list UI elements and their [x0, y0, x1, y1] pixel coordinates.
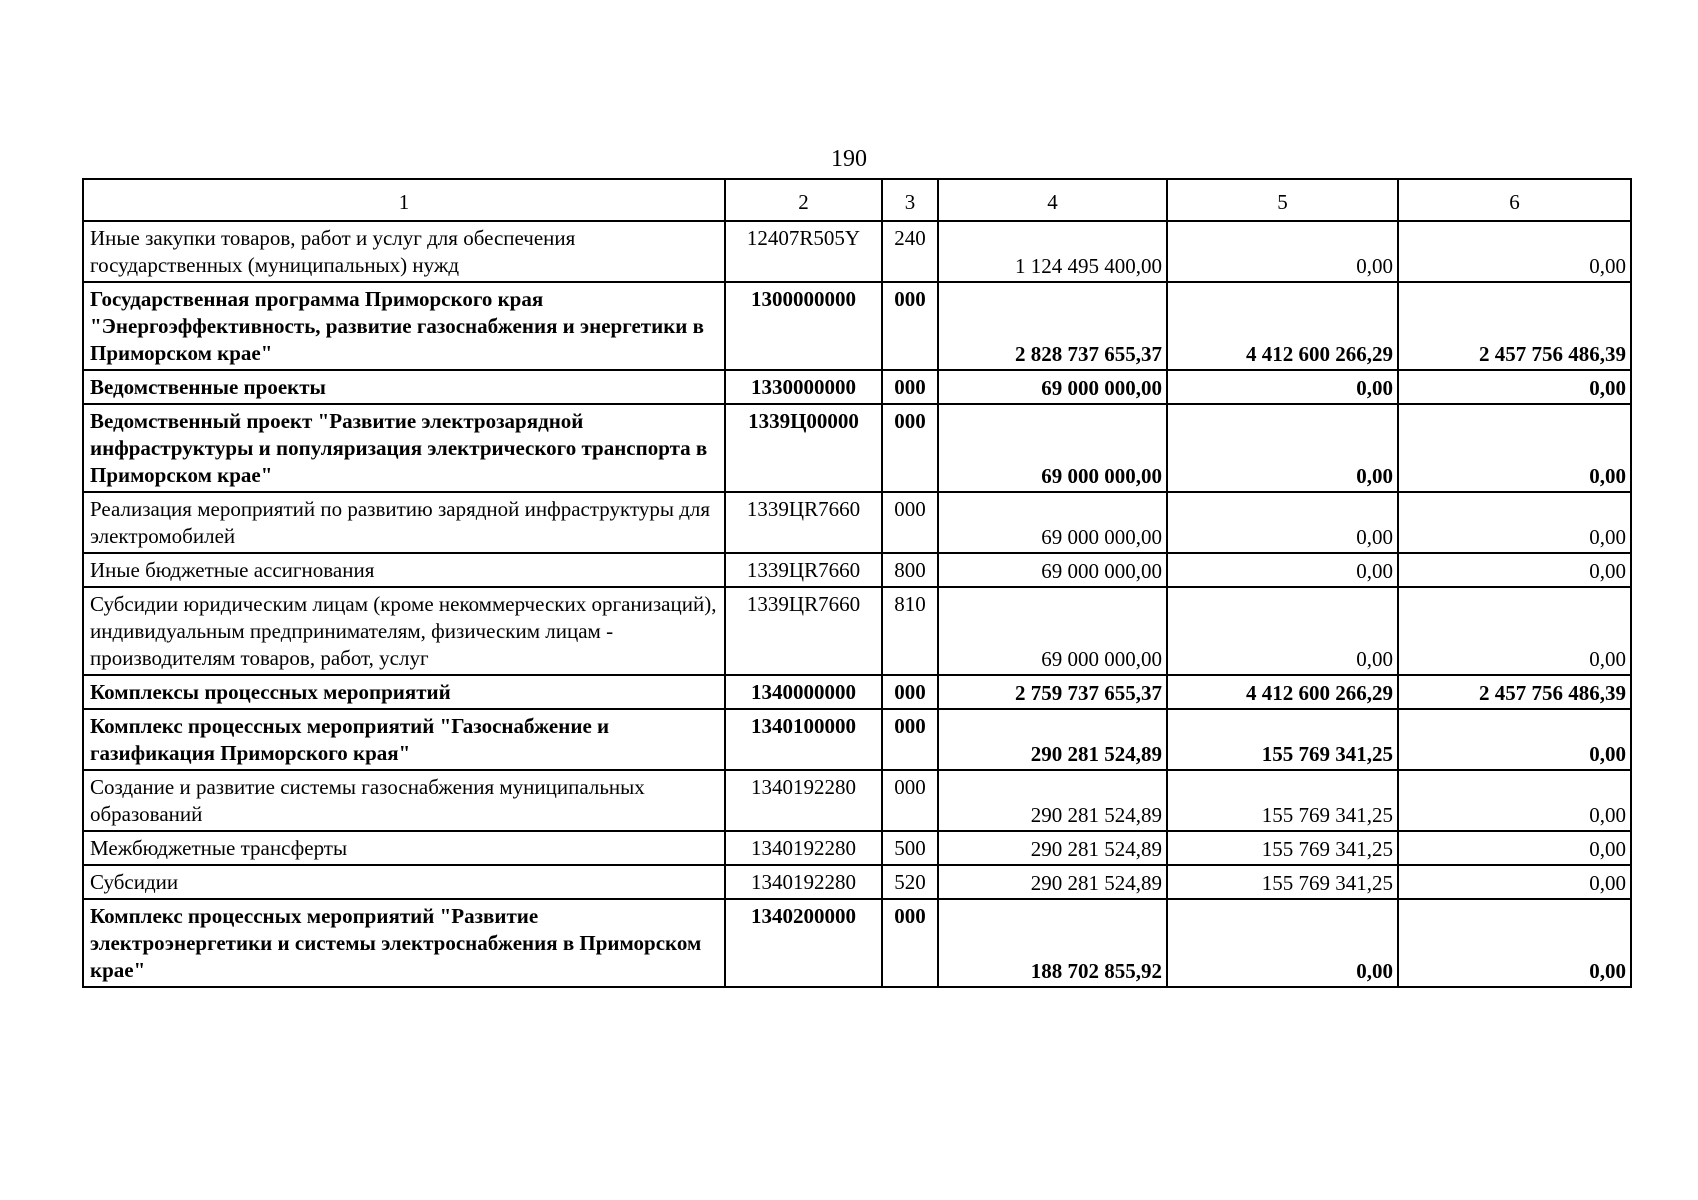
expense-type: 000 [882, 675, 938, 709]
amount-col-5: 4 412 600 266,29 [1167, 675, 1398, 709]
table-row [83, 492, 1631, 553]
column-header: 2 [725, 179, 882, 221]
amount-col-6: 0,00 [1398, 587, 1631, 675]
item-name: Государственная программа Приморского края "Энергоэффективность, развитие газоснабжения и энергетики в Приморском крае" [83, 282, 725, 370]
page-number: 190 [831, 146, 867, 172]
amount-col-4: 69 000 000,00 [938, 492, 1167, 553]
expense-type: 520 [882, 865, 938, 899]
expense-type: 800 [882, 553, 938, 587]
budget-table [82, 178, 1632, 988]
amount-col-4: 1 124 495 400,00 [938, 221, 1167, 282]
amount-col-5: 155 769 341,25 [1167, 770, 1398, 831]
target-code: 1340200000 [725, 899, 882, 987]
amount-col-5: 0,00 [1167, 492, 1398, 553]
expense-type: 000 [882, 404, 938, 492]
item-name: Комплекс процессных мероприятий "Газоснабжение и газификация Приморского края" [83, 709, 725, 770]
amount-col-5: 0,00 [1167, 221, 1398, 282]
expense-type: 810 [882, 587, 938, 675]
expense-type: 000 [882, 282, 938, 370]
expense-type: 240 [882, 221, 938, 282]
header-row [83, 179, 1631, 221]
target-code: 1340192280 [725, 770, 882, 831]
item-name: Субсидии юридическим лицам (кроме некоммерческих организаций), индивидуальным предпринимателям, физическим лицам - производителям товаров, работ, услуг [83, 587, 725, 675]
expense-type: 000 [882, 370, 938, 404]
amount-col-4: 69 000 000,00 [938, 553, 1167, 587]
target-code: 1340100000 [725, 709, 882, 770]
expense-type: 000 [882, 899, 938, 987]
amount-col-5: 4 412 600 266,29 [1167, 282, 1398, 370]
amount-col-4: 290 281 524,89 [938, 831, 1167, 865]
target-code: 1300000000 [725, 282, 882, 370]
amount-col-5: 0,00 [1167, 899, 1398, 987]
table-row [83, 831, 1631, 865]
table-row [83, 675, 1631, 709]
amount-col-4: 69 000 000,00 [938, 587, 1167, 675]
amount-col-5: 155 769 341,25 [1167, 865, 1398, 899]
column-header: 5 [1167, 179, 1398, 221]
amount-col-5: 155 769 341,25 [1167, 831, 1398, 865]
expense-type: 000 [882, 770, 938, 831]
amount-col-5: 0,00 [1167, 404, 1398, 492]
column-header: 6 [1398, 179, 1631, 221]
target-code: 1340192280 [725, 831, 882, 865]
table-row [83, 587, 1631, 675]
expense-type: 000 [882, 492, 938, 553]
expense-type: 500 [882, 831, 938, 865]
column-header: 4 [938, 179, 1167, 221]
target-code: 1339ЦR7660 [725, 553, 882, 587]
amount-col-5: 155 769 341,25 [1167, 709, 1398, 770]
target-code: 1339ЦR7660 [725, 492, 882, 553]
column-header: 1 [83, 179, 725, 221]
table-row [83, 282, 1631, 370]
table-row [83, 404, 1631, 492]
amount-col-6: 0,00 [1398, 831, 1631, 865]
amount-col-4: 290 281 524,89 [938, 865, 1167, 899]
amount-col-5: 0,00 [1167, 587, 1398, 675]
table-row [83, 370, 1631, 404]
amount-col-4: 2 759 737 655,37 [938, 675, 1167, 709]
amount-col-6: 0,00 [1398, 221, 1631, 282]
amount-col-6: 0,00 [1398, 865, 1631, 899]
item-name: Реализация мероприятий по развитию зарядной инфраструктуры для электромобилей [83, 492, 725, 553]
item-name: Ведомственный проект "Развитие электрозарядной инфраструктуры и популяризация электрического транспорта в Приморском крае" [83, 404, 725, 492]
amount-col-4: 2 828 737 655,37 [938, 282, 1167, 370]
amount-col-4: 69 000 000,00 [938, 370, 1167, 404]
table-row [83, 709, 1631, 770]
item-name: Межбюджетные трансферты [83, 831, 725, 865]
table-row [83, 770, 1631, 831]
amount-col-5: 0,00 [1167, 370, 1398, 404]
item-name: Иные бюджетные ассигнования [83, 553, 725, 587]
amount-col-6: 0,00 [1398, 899, 1631, 987]
column-header: 3 [882, 179, 938, 221]
expense-type: 000 [882, 709, 938, 770]
amount-col-6: 0,00 [1398, 709, 1631, 770]
target-code: 1340192280 [725, 865, 882, 899]
table-row [83, 221, 1631, 282]
amount-col-4: 290 281 524,89 [938, 770, 1167, 831]
item-name: Ведомственные проекты [83, 370, 725, 404]
amount-col-4: 290 281 524,89 [938, 709, 1167, 770]
amount-col-4: 188 702 855,92 [938, 899, 1167, 987]
amount-col-6: 0,00 [1398, 492, 1631, 553]
amount-col-6: 0,00 [1398, 404, 1631, 492]
target-code: 1340000000 [725, 675, 882, 709]
amount-col-6: 0,00 [1398, 370, 1631, 404]
target-code: 1339Ц00000 [725, 404, 882, 492]
item-name: Комплекс процессных мероприятий "Развитие электроэнергетики и системы электроснабжения в Приморском крае" [83, 899, 725, 987]
amount-col-4: 69 000 000,00 [938, 404, 1167, 492]
item-name: Комплексы процессных мероприятий [83, 675, 725, 709]
amount-col-6: 0,00 [1398, 553, 1631, 587]
item-name: Иные закупки товаров, работ и услуг для обеспечения государственных (муниципальных) нужд [83, 221, 725, 282]
table-row [83, 553, 1631, 587]
table-row [83, 899, 1631, 987]
item-name: Субсидии [83, 865, 725, 899]
amount-col-6: 0,00 [1398, 770, 1631, 831]
amount-col-6: 2 457 756 486,39 [1398, 675, 1631, 709]
amount-col-5: 0,00 [1167, 553, 1398, 587]
target-code: 12407R505Y [725, 221, 882, 282]
budget-table-body [83, 221, 1631, 987]
amount-col-6: 2 457 756 486,39 [1398, 282, 1631, 370]
target-code: 1339ЦR7660 [725, 587, 882, 675]
item-name: Создание и развитие системы газоснабжения муниципальных образований [83, 770, 725, 831]
target-code: 1330000000 [725, 370, 882, 404]
table-row [83, 865, 1631, 899]
